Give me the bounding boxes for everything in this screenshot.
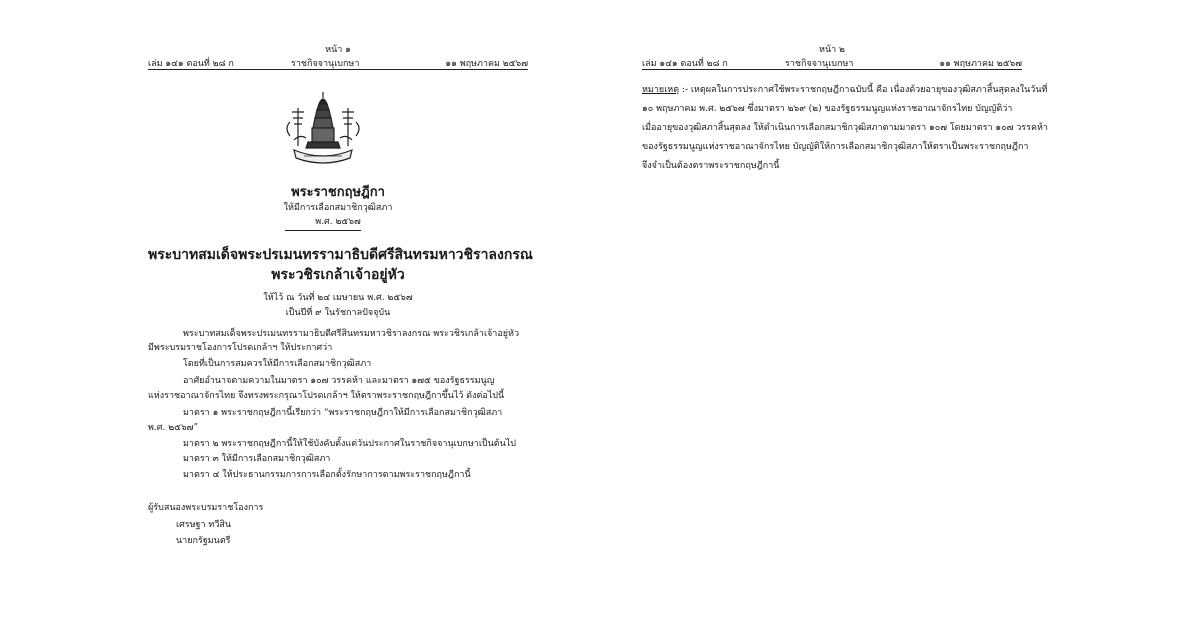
header-date: ๑๑ พฤษภาคม ๒๕๖๗	[445, 59, 528, 69]
section-2: มาตรา ๒ พระราชกฤษฎีกานี้ให้ใช้บังคับตั้งแต่วันประกาศในราชกิจจานุเบกษาเป็นต้นไป	[183, 439, 517, 449]
page-header	[642, 56, 1022, 68]
section-1-line-1: มาตรา ๑ พระราชกฤษฎีกานี้เรียกว่า “พระราชกฤษฎีกาให้มีการเลือกสมาชิกวุฒิสภา	[183, 408, 503, 418]
header-date: ๑๑ พฤษภาคม ๒๕๖๗	[939, 59, 1022, 69]
note-line-4: ของรัฐธรรมนูญแห่งราชอาณาจักรไทย บัญญัติให้การเลือกสมาชิกวุฒิสภาให้ตราเป็นพระราชกฤษฎีกา	[642, 142, 1029, 152]
note-line-3: เมื่ออายุของวุฒิสภาสิ้นสุดลง ให้ดำเนินการเลือกสมาชิกวุฒิสภาตามมาตรา ๑๐๗ โดยมาตรา ๑๐๗ วรรคห้า	[642, 123, 1048, 133]
reign-year-line: เป็นปีที่ ๙ ในรัชกาลปัจจุบัน	[285, 308, 391, 318]
preamble-line-2: มีพระบรมราชโองการโปรดเกล้าฯ ให้ประกาศว่า	[148, 343, 333, 353]
royal-emblem-icon	[280, 88, 366, 168]
page-header	[148, 56, 528, 68]
note-text-1: :- เหตุผลในการประกาศใช้พระราชกฤษฎีกาฉบับนี้ คือ เนื่องด้วยอายุของวุฒิสภาสิ้นสุดลงในวันที่	[681, 85, 1048, 95]
note-label: หมายเหตุ	[642, 85, 680, 95]
page-number: หน้า ๒	[819, 45, 845, 55]
section-3: มาตรา ๓ ให้มีการเลือกสมาชิกวุฒิสภา	[183, 454, 331, 464]
header-gazette: ราชกิจจานุเบกษา	[785, 59, 854, 69]
header-volume: เล่ม ๑๔๑ ตอนที่ ๒๘ ก	[642, 59, 728, 69]
king-name-line-1: พระบาทสมเด็จพระปรเมนทรรามาธิบดีศรีสินทรมหาวชิราลงกรณ	[148, 247, 533, 263]
gazette-page-2	[642, 0, 1048, 628]
section-1-line-2: พ.ศ. ๒๕๖๗”	[148, 423, 199, 433]
header-rule	[642, 69, 1022, 70]
page-number: หน้า ๑	[325, 45, 351, 55]
decree-title: พระราชกฤษฎีกา	[291, 185, 385, 200]
given-date-line: ให้ไว้ ณ วันที่ ๒๔ เมษายน พ.ศ. ๒๕๖๗	[263, 293, 413, 303]
decree-year: พ.ศ. ๒๕๖๗	[315, 217, 361, 227]
king-name-line-2: พระวชิรเกล้าเจ้าอยู่หัว	[271, 267, 405, 283]
note-line-1	[642, 82, 1047, 96]
preamble-line-1: พระบาทสมเด็จพระปรเมนทรรามาธิบดีศรีสินทรมหาวชิราลงกรณ พระวชิรเกล้าเจ้าอยู่หัว	[183, 329, 520, 339]
section-4: มาตรา ๔ ให้ประธานกรรมการการเลือกตั้งรักษาการตามพระราชกฤษฎีกานี้	[183, 470, 471, 480]
decree-subtitle: ให้มีการเลือกสมาชิกวุฒิสภา	[283, 203, 393, 213]
header-volume: เล่ม ๑๔๑ ตอนที่ ๒๘ ก	[148, 59, 234, 69]
note-line-2: ๑๐ พฤษภาคม พ.ศ. ๒๕๖๗ ซึ่งมาตรา ๒๖๙ (๒) ของรัฐธรรมนูญแห่งราชอาณาจักรไทย บัญญัติว่า	[642, 104, 1013, 114]
whereas-paragraph: โดยที่เป็นการสมควรให้มีการเลือกสมาชิกวุฒิสภา	[183, 359, 372, 369]
countersign-label: ผู้รับสนองพระบรมราชโองการ	[148, 503, 264, 513]
authority-line-2: แห่งราชอาณาจักรไทย จึงทรงพระกรุณาโปรดเกล้าฯ ให้ตราพระราชกฤษฎีกาขึ้นไว้ ดังต่อไปนี้	[148, 391, 505, 401]
header-gazette: ราชกิจจานุเบกษา	[291, 59, 360, 69]
header-rule	[148, 69, 528, 70]
countersign-name: เศรษฐา ทวีสิน	[176, 520, 232, 530]
countersign-title: นายกรัฐมนตรี	[176, 536, 231, 546]
gazette-page-1	[148, 0, 533, 628]
authority-line-1: อาศัยอำนาจตามความในมาตรา ๑๐๗ วรรคห้า และมาตรา ๑๗๕ ของรัฐธรรมนูญ	[183, 376, 495, 386]
note-line-5: จึงจำเป็นต้องตราพระราชกฤษฎีกานี้	[642, 161, 780, 171]
title-rule	[285, 230, 361, 231]
